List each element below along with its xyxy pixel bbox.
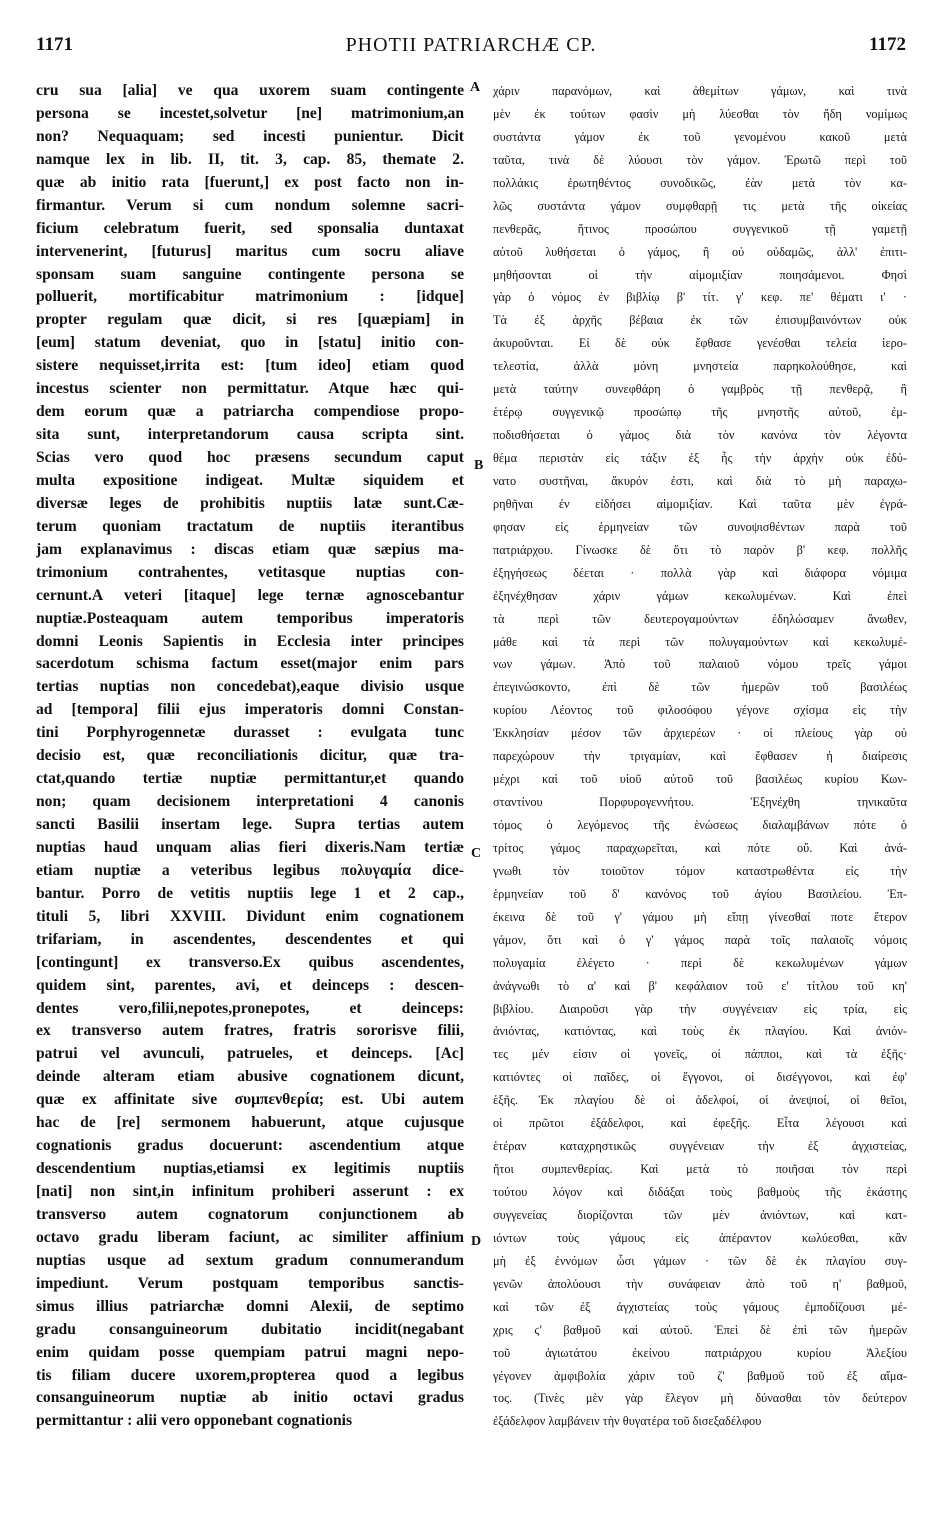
latin-text-line: intervenerint, [futurus] maritus cum socru aliave xyxy=(36,242,464,260)
latin-text-line: decisio est, quæ reconciliationis dicitur, quæ tra- xyxy=(36,747,464,765)
latin-text-line: descendentium nuptias,etiamsi ex legitimis nuptiis xyxy=(36,1160,464,1178)
latin-text-line: impediunt. Verum postquam temporibus sanctis- xyxy=(36,1274,464,1292)
greek-text-line: τες μέν εἰσιν οἱ γονεῖς, οἱ πάπποι, καὶ τὰ ἐξῆς· xyxy=(493,1047,907,1062)
greek-text-line: τούτου λόγον καὶ διδάξαι τοὺς βαθμοὺς τῆς ἑκάστης xyxy=(493,1185,907,1199)
greek-text-line: πολυγαμία ἐλέγετο · περὶ δὲ κεκωλυμένων γάμων xyxy=(493,955,907,970)
latin-text-line: ctat,quando tertiæ nuptiæ permittantur,et quando xyxy=(36,770,464,788)
latin-text-line: namque lex in lib. II, tit. 3, cap. 85, themate 2. xyxy=(36,150,464,168)
greek-text-line: πενθερᾶς, ἥτινος προσώπου συγγενικοῦ τῇ γαμετῇ xyxy=(493,221,907,236)
latin-text-line: simus illius patriarchæ domni Alexii, de septimo xyxy=(36,1297,464,1315)
greek-text-line: φησαν εἰς ἑρμηνείαν τῶν συνοψισθέντων παρὰ τοῦ xyxy=(493,519,907,534)
latin-text-line: consanguineorum nuptiæ ab initio octavi gradus xyxy=(36,1389,464,1407)
greek-text-line: τος. (Τινὲς μὲν γὰρ ἔλεγον μὴ δύνασθαι τὸν δεύτερον xyxy=(493,1391,907,1406)
greek-text-line: μὲν ἐκ τούτων φασὶν μὴ λύεσθαι τὸν ἤδη νομίμως xyxy=(493,106,907,121)
latin-text-line: sponsam suam sanguine contingente persona se xyxy=(36,265,464,283)
section-marker-a: A xyxy=(470,80,481,95)
latin-text-line: diversæ leges de prohibitis nuptiis latæ sunt.Cæ- xyxy=(36,494,464,512)
latin-text-line: jam explanavimus : discas etiam quæ sæpius ma- xyxy=(36,540,464,558)
greek-text-line: τὰ περὶ τῶν δευτερογαμούντων ἐδηλώσαμεν ἄνωθεν, xyxy=(493,611,907,626)
latin-text-line: sistere nequisset,irrita est: [tum ideo] etiam quod xyxy=(36,357,464,375)
latin-text-line: gradu consanguineorum dubitatio incidit(negabant xyxy=(36,1320,464,1338)
latin-text-line: [eum] statum deveniat, quo in [statu] initio con- xyxy=(36,334,464,352)
greek-text-line: ἀνάγνωθι τὸ α' καὶ β' κεφάλαιον τοῦ ε' τίτλου τοῦ κη' xyxy=(493,978,907,993)
latin-text-line: nuptias haud unquam alias fieri dixeris.Nam tertiæ xyxy=(36,838,464,856)
greek-text-line: χρις ϛ' βαθμοῦ καὶ αὐτοῦ. Ἐπεὶ δὲ ἐπὶ τῶν ἡμερῶν xyxy=(493,1322,907,1337)
greek-text-line: καὶ τῶν ἐξ ἀγχιστείας τοὺς γάμους ἐμποδίζουσι μέ- xyxy=(493,1299,907,1314)
latin-text-line: ficium celebratum fuerit, sed sponsalia duntaxat xyxy=(36,219,464,237)
latin-text-line: bantur. Porro de vetitis nuptiis lege 1 et 2 cap., xyxy=(36,884,464,902)
greek-text-line: ἀκυροῦνται. Εἰ δὲ οὐκ ἔφθασε γενέσθαι τελεία ἱερο- xyxy=(493,336,907,351)
greek-text-line: ἑτέρῳ συγγενικῷ προσώπῳ τῆς μνηστῆς αὐτοῦ, ἐμ- xyxy=(493,405,907,420)
greek-text-line: τρίτος γάμος παραχωρεῖται, καὶ πότε οὔ. Καὶ ἀνά- xyxy=(493,840,907,855)
column-number-right: 1172 xyxy=(869,34,906,55)
latin-text-line: enim quidam posse quempiam patrui magni nepo- xyxy=(36,1343,464,1361)
latin-text-line: cernunt.A veteri [itaque] lege ternæ agnoscebantur xyxy=(36,586,464,604)
greek-text-line: ἐξηγήσεως δέεται · πολλὰ γὰρ καὶ διάφορα νόμιμα xyxy=(493,565,907,580)
greek-text-line: ἐξάδελφον λαμβάνειν τὴν θυγατέρα τοῦ δισεξαδέλφου xyxy=(493,1414,762,1429)
greek-text-line: μηθήσονται οἱ τὴν αἱμομιξίαν ποιησάμενοι. Φησὶ xyxy=(493,267,907,282)
latin-text-line: dem eorum quæ a patriarcha compendiose propo- xyxy=(36,403,464,421)
latin-text-line: tini Porphyrogennetæ durasset : evulgata tunc xyxy=(36,724,464,742)
latin-text-line: octavo gradu liberam faciunt, ac similiter affinium xyxy=(36,1228,464,1246)
latin-text-line: [contingunt] ex transverso.Ex quibus ascendentes, xyxy=(36,953,464,971)
greek-text-line: παρεχώρουν τὴν τριγαμίαν, καὶ ἔφθασεν ἡ διαίρεσις xyxy=(493,749,907,764)
greek-text-line: γενῶν ἀπολύουσι τὴν συνάφειαν ἀπὸ τοῦ η' βαθμοῦ, xyxy=(493,1276,907,1291)
latin-column xyxy=(36,80,464,1433)
latin-text-line: etiam nuptiæ a veteribus legibus πολυγαμία dice- xyxy=(36,861,464,879)
greek-text-line: γὰρ ὁ νόμος ἐν βιβλίῳ β' τίτ. γ' κεφ. πε' θέματι ι' · xyxy=(493,290,907,305)
latin-text-line: terum quoniam tractatum de nuptiis iterantibus xyxy=(36,517,464,535)
latin-text-line: transverso autem cognatorum conjunctionem ab xyxy=(36,1205,464,1223)
greek-text-line: ρηθῆναι ἐν εἰδήσει αἱμομιξίαν. Καὶ ταῦτα μὲν ἐγρά- xyxy=(493,496,907,511)
greek-text-line: πολλάκις ἐρωτηθέντος συνοδικῶς, ἐὰν μετὰ τὸν κα- xyxy=(493,175,907,190)
greek-text-line: νων γάμων. Ἀπὸ τοῦ παλαιοῦ νόμου τρεῖς γάμοι xyxy=(493,657,907,672)
latin-text-line: Scias vero quod hoc præsens secundum caput xyxy=(36,449,464,466)
latin-text-line: propter regulam quæ dicit, si res [quæpiam] in xyxy=(36,311,464,329)
greek-text-line: ταῦτα, τινὰ δὲ λύουσι τὸν γάμον. Ἐρωτῶ περὶ τοῦ xyxy=(493,152,907,167)
greek-text-line: πατριάρχου. Γίνωσκε δὲ ὅτι τὸ παρὸν β' κεφ. πολλῆς xyxy=(493,542,907,557)
greek-text-line: Τὰ ἐξ ἀρχῆς βέβαια ἐκ τῶν ἐπισυμβαινόντων οὐκ xyxy=(493,313,907,328)
greek-text-line: Ἐκκλησίαν μέσον τῶν ἀρχιερέων · οἱ πλείους γὰρ οὐ xyxy=(493,726,907,741)
greek-text-line: κατιόντες οἱ παῖδες, οἱ ἔγγονοι, οἱ δισέγγονοι, καὶ ἐφ' xyxy=(493,1070,907,1085)
latin-text-line: nuptiæ.Posteaquam autem temporibus imperatoris xyxy=(36,609,464,627)
latin-text-line: ex transverso autem fratres, fratris sororisve filii, xyxy=(36,1022,464,1040)
greek-text-line: ἑρμηνείαν τοῦ δ' κανόνος τοῦ ἁγίου Βασιλείου. Ἐπ- xyxy=(493,886,907,901)
greek-text-line: τελεστία, ἀλλὰ μόνη μνηστεία παρηκολούθησε, καὶ xyxy=(493,359,907,374)
greek-text-line: ιόντων τοὺς γάμους εἰς ἀπέραντον κωλύεσθαι, κἂν xyxy=(493,1230,907,1245)
latin-text-line: dentes vero,filii,nepotes,pronepotes, et deinceps: xyxy=(36,999,464,1017)
running-title: PHOTII PATRIARCHÆ CP. xyxy=(345,34,597,56)
latin-text-line: non? Nequaquam; sed incesti punientur. Dicit xyxy=(36,127,464,145)
greek-text-line: μὴ ἐξ ἐννόμων ὦσι γάμων · τῶν δὲ ἐκ πλαγίου συγ- xyxy=(493,1253,907,1268)
greek-text-line: τοῦ ἁγιωτάτου ἐκείνου πατριάρχου κυρίου Ἀλεξίου xyxy=(493,1345,907,1360)
greek-text-line: συγγενείας διορίζονται τῶν μὲν ἀνιόντων, καὶ κατ- xyxy=(493,1207,907,1222)
latin-text-line: domni Leonis Sapientis in Ecclesia inter principes xyxy=(36,632,464,650)
greek-text-line: ἐπεγινώσκοντο, ἐπὶ δὲ τῶν ἡμερῶν τοῦ βασιλέως xyxy=(493,680,907,695)
greek-text-line: γέγονεν ἀμφιβολία χάριν τοῦ ζ' βαθμοῦ τοῦ ἐξ αἵμα- xyxy=(493,1368,907,1383)
latin-text-line: polluerit, mortificabitur matrimonium : [idque] xyxy=(36,288,464,306)
greek-text-line: ἑξῆς. Ἐκ πλαγίου δὲ οἱ ἀδελφοί, οἱ ἀνεψιοί, οἱ θεῖοι, xyxy=(493,1093,907,1108)
greek-text-line: ποδισθήσεται ὁ γάμος διὰ τὸν κανόνα τὸν λέγοντα xyxy=(493,428,907,443)
latin-text-line: permittantur : alii vero opponebant cognationis xyxy=(36,1412,353,1430)
latin-text-line: multa expositione indigeat. Multæ siquidem et xyxy=(36,471,464,489)
latin-text-line: hac de [re] sermonem habuerunt, atque cujusque xyxy=(36,1114,464,1132)
greek-text-line: μέχρι καὶ τοῦ υἱοῦ αὐτοῦ τοῦ βασιλέως κυρίου Κων- xyxy=(493,772,907,787)
greek-text-line: ἤτοι συμπενθερίας. Καὶ μετὰ τὸ ποιῆσαι τὸν περὶ xyxy=(493,1162,907,1177)
latin-text-line: tituli 5, libri XXVIII. Dividunt enim cognationem xyxy=(36,907,464,925)
latin-text-line: patrui vel avunculi, patrueles, et deinceps. [Ac] xyxy=(36,1045,464,1063)
section-marker-c: C xyxy=(471,846,482,861)
latin-text-line: quidem sint, parentes, avi, et deinceps : descen- xyxy=(36,976,464,994)
greek-text-line: ἐξηνέχθησαν χάριν γάμων κεκωλυμένων. Καὶ ἐπεὶ xyxy=(493,588,907,603)
greek-text-line: τόμος ὁ λεγόμενος τῆς ἑνώσεως διαλαμβάνων πότε ὁ xyxy=(493,818,907,832)
page-header xyxy=(36,34,906,64)
greek-text-line: σταντίνου Πορφυρογεννήτου. Ἐξηνέχθη τηνικαῦτα xyxy=(493,795,907,810)
latin-text-line: tertias nuptias non concedebat),eaque divisio usque xyxy=(36,678,464,696)
greek-text-line: μετὰ ταύτην συνεφθάρη ὁ γαμβρὸς τῇ πενθερᾷ, ἢ xyxy=(493,382,907,397)
section-marker-b: B xyxy=(474,458,484,473)
section-marker-d: D xyxy=(471,1234,482,1249)
greek-text-line: γάμον, ὅτι καὶ ὁ γ' γάμος παρὰ τοῖς παλαιοῖς νόμοις xyxy=(493,932,907,947)
greek-text-line: αὐτοῦ λυθήσεται ὁ γάμος, ἢ οὐ οὐδαμῶς, ἀλλ' ἐπιτι- xyxy=(493,244,907,259)
greek-text-line: κυρίου Λέοντος τοῦ φιλοσόφου γέγονε σχίσμα εἰς τὴν xyxy=(493,703,907,718)
greek-text-line: συστάντα γάμον ἐκ τοῦ γενομένου κακοῦ μετὰ xyxy=(493,129,907,144)
latin-text-line: sacerdotum schisma factum esset(major enim pars xyxy=(36,655,464,673)
greek-text-line: έκεινα δὲ τοῦ γ' γάμου μὴ εἴπῃ γίνεσθαί ποτε ἕτερον xyxy=(493,909,907,924)
latin-text-line: incestus scienter non permittatur. Atque hæc qui- xyxy=(36,380,464,398)
latin-text-line: trimonium contrahentes, vetitasque nuptias con- xyxy=(36,563,464,581)
greek-column xyxy=(493,80,907,1433)
latin-text-line: sancti Basilii insertam lege. Supra tertias autem xyxy=(36,816,464,833)
greek-text-line: γνωθι τὸν τοιοῦτον τόμον καταστρωθέντα εἰς τὴν xyxy=(493,863,907,878)
latin-text-line: persona se incestet,solvetur [ne] matrimonium,an xyxy=(36,104,464,122)
latin-text-line: non; quam decisionem interpretationi 4 canonis xyxy=(36,793,464,811)
latin-text-line: ad [tempora] filii ejus imperatoris domni Constan- xyxy=(36,701,464,719)
column-number-left: 1171 xyxy=(36,34,73,55)
greek-text-line: οἱ πρῶτοι ἐξάδελφοι, καὶ ἐφεξῆς. Εἶτα λέγουσι καὶ xyxy=(493,1116,907,1131)
greek-text-line: λῶς συστάντα γάμον συμφθαρῇ τις μετὰ τῆς οἰκείας xyxy=(493,198,907,213)
latin-text-line: trifariam, in ascendentes, descendentes et qui xyxy=(36,930,464,948)
latin-text-line: [nati] non sint,in infinitum prohiberi asserunt : ex xyxy=(36,1183,464,1200)
greek-text-line: νατο συστῆναι, ἄκυρόν ἐστι, καὶ διὰ τὸ μὴ παραχω- xyxy=(493,473,907,488)
greek-text-line: βιβλίου. Διαιροῦσι γὰρ τὴν συγγένειαν εἰς τρία, εἰς xyxy=(493,1001,907,1016)
latin-text-line: cognationis gradus docuerunt: ascendentium atque xyxy=(36,1137,464,1155)
latin-text-line: quæ ab initio rata [fuerunt,] ex post facto non in- xyxy=(36,173,464,191)
latin-text-line: firmantur. Verum si cum nondum solemne sacri- xyxy=(36,196,464,214)
greek-text-line: χάριν παρανόμων, καὶ ἀθεμίτων γάμων, καὶ τινὰ xyxy=(493,84,907,98)
latin-text-line: nuptias usque ad sextum gradum connumerandum xyxy=(36,1251,464,1269)
latin-text-line: sita sunt, interpretandorum causa scripta sint. xyxy=(36,426,464,444)
greek-text-line: θέμα περιστὰν εἰς τάξιν ἐξ ἧς τὴν ἀρχὴν οὐκ ἐδύ- xyxy=(493,451,907,465)
latin-text-line: deinde alteram etiam abusive cognationem dicunt, xyxy=(36,1068,464,1086)
greek-text-line: μάθε καὶ τὰ περὶ τῶν πολυγαμούντων καὶ κεκωλυμέ- xyxy=(493,634,907,649)
latin-text-line: cru sua [alia] ve qua uxorem suam contingente xyxy=(36,82,464,99)
greek-text-line: ἑτέραν καταχρηστικῶς συγγένειαν τὴν ἐξ ἀγχιστείας, xyxy=(493,1139,907,1154)
latin-text-line: tis filiam ducere uxorem,propterea quod a legibus xyxy=(36,1366,464,1384)
greek-text-line: ἀνιόντας, κατιόντας, καὶ τοὺς ἐκ πλαγίου. Καὶ ἀνιόν- xyxy=(493,1024,907,1039)
latin-text-line: quæ ex affinitate sive συμπενθερία; est. Ubi autem xyxy=(36,1091,464,1109)
